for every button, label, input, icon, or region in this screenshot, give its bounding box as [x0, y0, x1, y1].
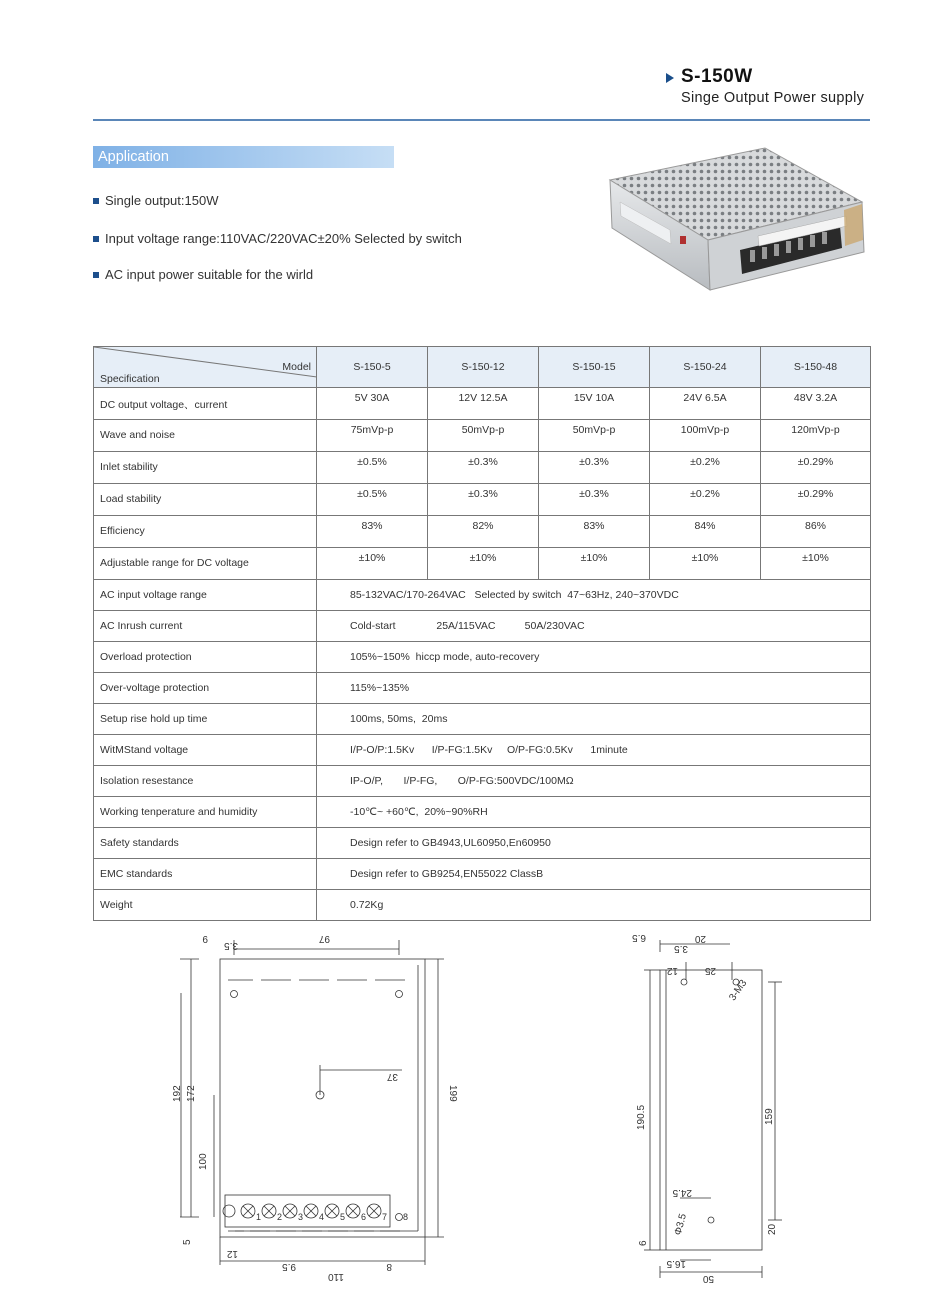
- bullet-item: AC input power suitable for the wirld: [93, 267, 313, 282]
- row-label: Setup rise hold up time: [94, 704, 317, 735]
- cell-value: Design refer to GB9254,EN55022 ClassB: [317, 859, 871, 890]
- cell-value: I/P-O/P:1.5Kv I/P-FG:1.5Kv O/P-FG:0.5Kv 1minute: [317, 735, 871, 766]
- row-label: Adjustable range for DC voltage: [94, 548, 317, 580]
- dim-label: Φ3.5: [672, 1212, 690, 1237]
- table-row: [94, 452, 871, 484]
- side-view-drawing: [620, 930, 790, 1285]
- table-row: [94, 548, 871, 580]
- mounting-hole: [396, 991, 403, 998]
- table-row: [94, 580, 871, 611]
- terminal-number: 8: [403, 1212, 409, 1222]
- model-subtitle: Singe Output Power supply: [681, 90, 865, 106]
- cell-value: Cold-start 25A/115VAC 50A/230VAC: [317, 611, 871, 642]
- cell-value: ±0.29%: [761, 452, 871, 484]
- row-label: Overload protection: [94, 642, 317, 673]
- cell-value: 86%: [761, 516, 871, 548]
- dim-label: 110: [328, 1271, 344, 1282]
- cell-value: 82%: [428, 516, 539, 548]
- row-label: AC input voltage range: [94, 580, 317, 611]
- dim-label: 190.5: [636, 1104, 647, 1130]
- dim-label: 100: [198, 1153, 209, 1170]
- bullet-square-icon: [93, 236, 99, 242]
- dim-label: 199: [447, 1085, 458, 1102]
- table-row: [94, 420, 871, 452]
- cell-value: 85-132VAC/170-264VAC Selected by switch 47~63Hz, 240~370VDC: [317, 580, 871, 611]
- corner-model-label: Model: [282, 361, 311, 373]
- table-row: [94, 735, 871, 766]
- bullet-square-icon: [93, 272, 99, 278]
- cell-value: 83%: [539, 516, 650, 548]
- dim-label: 16.5: [666, 1258, 686, 1269]
- cell-value: 50mVp-p: [539, 420, 650, 452]
- cell-value: 100ms, 50ms, 20ms: [317, 704, 871, 735]
- row-label: Load stability: [94, 484, 317, 516]
- table-row: [94, 890, 871, 921]
- cell-value: ±0.29%: [761, 484, 871, 516]
- specification-table: [93, 346, 871, 921]
- model-header: S-150-5: [317, 347, 428, 388]
- cell-value: ±10%: [650, 548, 761, 580]
- dim-label: 8: [386, 1261, 392, 1272]
- table-row: [94, 642, 871, 673]
- dim-label: 97: [318, 933, 330, 944]
- row-label: AC Inrush current: [94, 611, 317, 642]
- table-row: [94, 859, 871, 890]
- dim-label: 6.5: [632, 932, 646, 943]
- table-row: [94, 673, 871, 704]
- terminal-number: 1: [256, 1212, 262, 1222]
- table-row: [94, 797, 871, 828]
- cell-value: ±10%: [539, 548, 650, 580]
- cell-value: 75mVp-p: [317, 420, 428, 452]
- mounting-hole: [396, 1214, 403, 1221]
- cell-value: ±0.3%: [428, 484, 539, 516]
- front-view-drawing: [160, 930, 480, 1285]
- row-label: Over-voltage protection: [94, 673, 317, 704]
- dim-label: 9: [202, 933, 208, 944]
- cell-value: ±0.5%: [317, 452, 428, 484]
- dim-label: 25: [704, 965, 716, 976]
- terminal-number: 7: [382, 1212, 388, 1222]
- model-header: S-150-48: [761, 347, 871, 388]
- application-label: Application: [93, 146, 394, 168]
- table-row: [94, 388, 871, 420]
- dim-label: 50: [702, 1273, 714, 1284]
- row-label: Wave and noise: [94, 420, 317, 452]
- table-row: [94, 611, 871, 642]
- row-label: Weight: [94, 890, 317, 921]
- bullet-item: Single output:150W: [93, 193, 218, 208]
- dim-label: 192: [172, 1085, 183, 1102]
- dim-label: 3-M3: [727, 977, 750, 1003]
- dim-label: 3.5: [674, 943, 688, 954]
- cell-value: 24V 6.5A: [650, 388, 761, 420]
- table-header-row: [94, 347, 871, 388]
- cell-value: ±0.3%: [539, 452, 650, 484]
- dim-label: 172: [186, 1085, 197, 1102]
- terminal-number: 5: [340, 1212, 346, 1222]
- table-row: [94, 766, 871, 797]
- model-header: S-150-24: [650, 347, 761, 388]
- mounting-hole: [681, 979, 687, 985]
- cell-value: Design refer to GB4943,UL60950,En60950: [317, 828, 871, 859]
- cell-value: 5V 30A: [317, 388, 428, 420]
- table-row: [94, 704, 871, 735]
- dim-label: 20: [767, 1223, 778, 1235]
- cell-value: 105%~150% hiccp mode, auto-recovery: [317, 642, 871, 673]
- cell-value: 100mVp-p: [650, 420, 761, 452]
- cell-value: -10℃~ +60℃, 20%~90%RH: [317, 797, 871, 828]
- dim-label: 159: [764, 1108, 775, 1125]
- cell-value: ±0.5%: [317, 484, 428, 516]
- dim-label: 20: [694, 933, 706, 944]
- side-body-outline: [660, 970, 762, 1250]
- dim-label: 5: [182, 1239, 193, 1245]
- row-label: EMC standards: [94, 859, 317, 890]
- cell-value: ±10%: [317, 548, 428, 580]
- title-arrow-icon: [666, 73, 674, 83]
- cell-value: ±0.3%: [539, 484, 650, 516]
- cell-value: ±10%: [761, 548, 871, 580]
- terminal-number: 2: [277, 1212, 283, 1222]
- dim-label: 6: [638, 1240, 649, 1246]
- terminal-number: 3: [298, 1212, 304, 1222]
- terminal-number: 6: [361, 1212, 367, 1222]
- header-divider: [93, 119, 870, 121]
- mounting-hole: [231, 991, 238, 998]
- row-label: Isolation resestance: [94, 766, 317, 797]
- cell-value: IP-O/P, I/P-FG, O/P-FG:500VDC/100MΩ: [317, 766, 871, 797]
- row-label: WitMStand voltage: [94, 735, 317, 766]
- row-label: Efficiency: [94, 516, 317, 548]
- cell-value: ±10%: [428, 548, 539, 580]
- dim-label: 9.5: [282, 1261, 296, 1272]
- cell-value: ±0.3%: [428, 452, 539, 484]
- model-title: S-150W: [681, 66, 753, 87]
- row-label: Working tenperature and humidity: [94, 797, 317, 828]
- terminal-block: [225, 1195, 390, 1227]
- power-supply-photo: [600, 140, 870, 310]
- dim-label: 24.5: [672, 1187, 692, 1198]
- row-label: DC output voltage、current: [94, 388, 317, 420]
- bullet-item: Input voltage range:110VAC/220VAC±20% Selected by switch: [93, 231, 462, 246]
- cell-value: 83%: [317, 516, 428, 548]
- dim-label: 12: [226, 1248, 238, 1259]
- cell-value: 84%: [650, 516, 761, 548]
- cell-value: ±0.2%: [650, 484, 761, 516]
- table-row: [94, 516, 871, 548]
- mounting-hole: [708, 1217, 714, 1223]
- cell-value: ±0.2%: [650, 452, 761, 484]
- cell-value: 50mVp-p: [428, 420, 539, 452]
- corner-cell: [94, 347, 317, 388]
- dim-label: 37: [386, 1071, 398, 1082]
- model-header: S-150-15: [539, 347, 650, 388]
- table-row: [94, 484, 871, 516]
- cell-value: 120mVp-p: [761, 420, 871, 452]
- cell-value: 12V 12.5A: [428, 388, 539, 420]
- table-row: [94, 828, 871, 859]
- dim-label: 3.5: [224, 940, 238, 951]
- row-label: Safety standards: [94, 828, 317, 859]
- bullet-square-icon: [93, 198, 99, 204]
- cell-value: 0.72Kg: [317, 890, 871, 921]
- cell-value: 15V 10A: [539, 388, 650, 420]
- model-header: S-150-12: [428, 347, 539, 388]
- cell-value: 48V 3.2A: [761, 388, 871, 420]
- dim-label: 12: [666, 965, 678, 976]
- terminal-number: 4: [319, 1212, 325, 1222]
- corner-spec-label: Specification: [100, 373, 160, 385]
- row-label: Inlet stability: [94, 452, 317, 484]
- cell-value: 115%~135%: [317, 673, 871, 704]
